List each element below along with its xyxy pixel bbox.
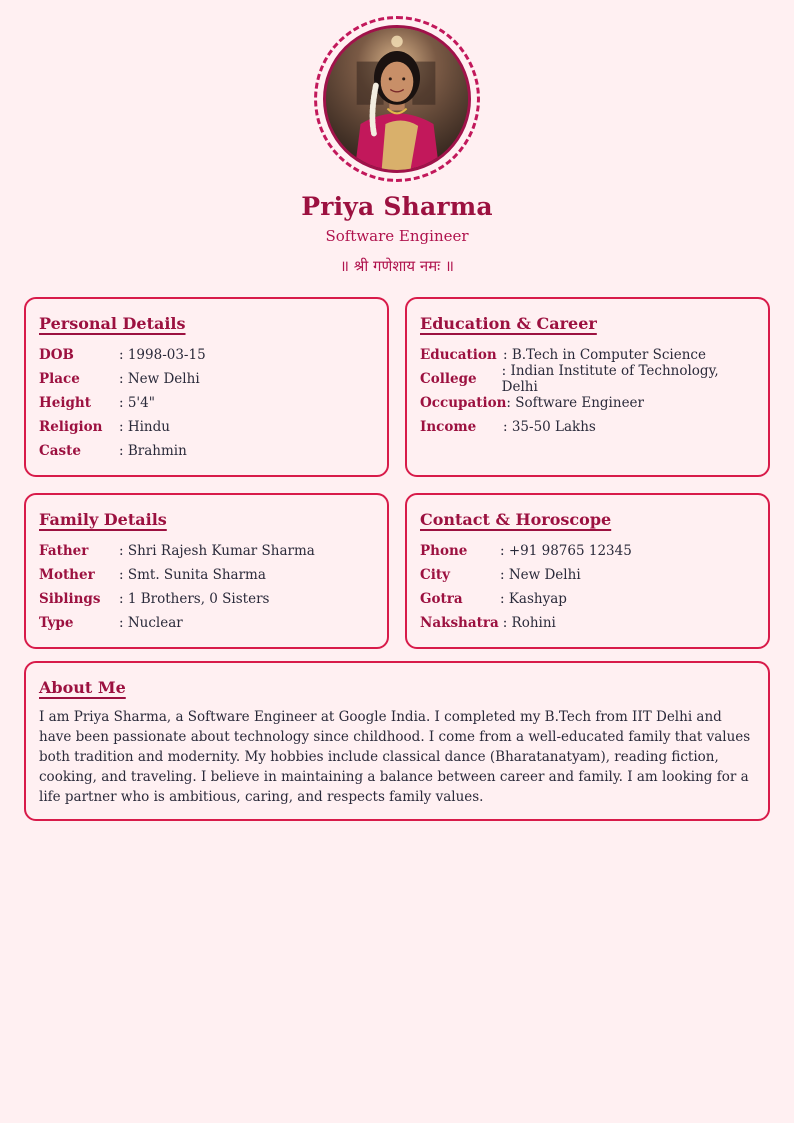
detail-label: Siblings	[39, 591, 101, 607]
detail-row-college	[420, 363, 755, 395]
detail-row-mother	[39, 563, 374, 587]
detail-row-father	[39, 539, 374, 563]
detail-label: Religion	[39, 419, 103, 435]
detail-row-type	[39, 611, 374, 635]
detail-label: Father	[39, 543, 89, 559]
detail-row-gotra	[420, 587, 755, 611]
detail-label: College	[420, 371, 477, 387]
detail-label: Nakshatra	[420, 615, 499, 631]
detail-value: : Kashyap	[500, 591, 567, 607]
detail-value: : Software Engineer	[506, 395, 645, 411]
detail-value: : Shri Rajesh Kumar Sharma	[119, 543, 315, 559]
section-title: Contact & Horoscope	[420, 510, 612, 529]
family-details-card	[24, 493, 389, 649]
detail-label: Education	[420, 347, 497, 363]
detail-value: : 5'4"	[119, 395, 155, 411]
profile-name: Priya Sharma	[301, 192, 493, 221]
detail-label: DOB	[39, 347, 74, 363]
detail-value: : 1998-03-15	[119, 347, 206, 363]
blessing-text: ॥ श्री गणेशाय नमः ॥	[340, 257, 454, 275]
detail-row-siblings	[39, 587, 374, 611]
detail-value: : Hindu	[119, 419, 170, 435]
detail-value: : Rohini	[502, 615, 556, 631]
profile-photo-frame	[314, 16, 480, 182]
detail-value: : Brahmin	[119, 443, 187, 459]
detail-label: Income	[420, 419, 477, 435]
detail-label: Type	[39, 615, 74, 631]
education-career-card	[405, 297, 770, 477]
profile-occupation: Software Engineer	[325, 227, 469, 245]
profile-photo	[323, 25, 471, 173]
detail-row-dob	[39, 343, 374, 367]
detail-label: Height	[39, 395, 91, 411]
section-title: Family Details	[39, 510, 167, 529]
detail-value: : Indian Institute of Technology, Delhi	[501, 363, 719, 395]
detail-label: Gotra	[420, 591, 463, 607]
detail-value: : B.Tech in Computer Science	[503, 347, 706, 363]
detail-label: Caste	[39, 443, 81, 459]
detail-label: Place	[39, 371, 80, 387]
detail-row-caste	[39, 439, 374, 463]
about-me-card	[24, 661, 770, 821]
detail-value: : New Delhi	[500, 567, 581, 583]
personal-details-card	[24, 297, 389, 477]
detail-value: : Nuclear	[119, 615, 183, 631]
detail-list	[39, 343, 374, 463]
detail-label: Occupation	[420, 395, 507, 411]
detail-label: City	[420, 567, 450, 583]
portrait-illustration	[326, 28, 468, 170]
contact-horoscope-card	[405, 493, 770, 649]
detail-row-nakshatra	[420, 611, 755, 635]
section-title: About Me	[39, 678, 126, 697]
detail-label: Phone	[420, 543, 468, 559]
detail-row-phone	[420, 539, 755, 563]
detail-value: : Smt. Sunita Sharma	[119, 567, 266, 583]
detail-list	[420, 343, 755, 439]
detail-row-city	[420, 563, 755, 587]
section-title: Personal Details	[39, 314, 186, 333]
detail-list	[39, 539, 374, 635]
detail-row-religion	[39, 415, 374, 439]
detail-value: : New Delhi	[119, 371, 200, 387]
detail-list	[420, 539, 755, 635]
detail-row-income	[420, 415, 755, 439]
detail-row-height	[39, 391, 374, 415]
detail-value: : +91 98765 12345	[500, 543, 632, 559]
detail-value: : 35-50 Lakhs	[503, 419, 596, 435]
detail-label: Mother	[39, 567, 95, 583]
detail-row-place	[39, 367, 374, 391]
about-me-text: I am Priya Sharma, a Software Engineer at Google India. I completed my B.Tech from IIT Delhi and have been passionate about technology since childhood. I come from a well-educated family that values both tradition and modernity. My hobbies include classical dance (Bharatanatyam), reading fiction, cooking, and traveling. I believe in maintaining a balance between career and family. I am looking for a life partner who is ambitious, caring, and respects family values.	[39, 709, 751, 805]
section-title: Education & Career	[420, 314, 597, 333]
detail-value: : 1 Brothers, 0 Sisters	[119, 591, 270, 607]
